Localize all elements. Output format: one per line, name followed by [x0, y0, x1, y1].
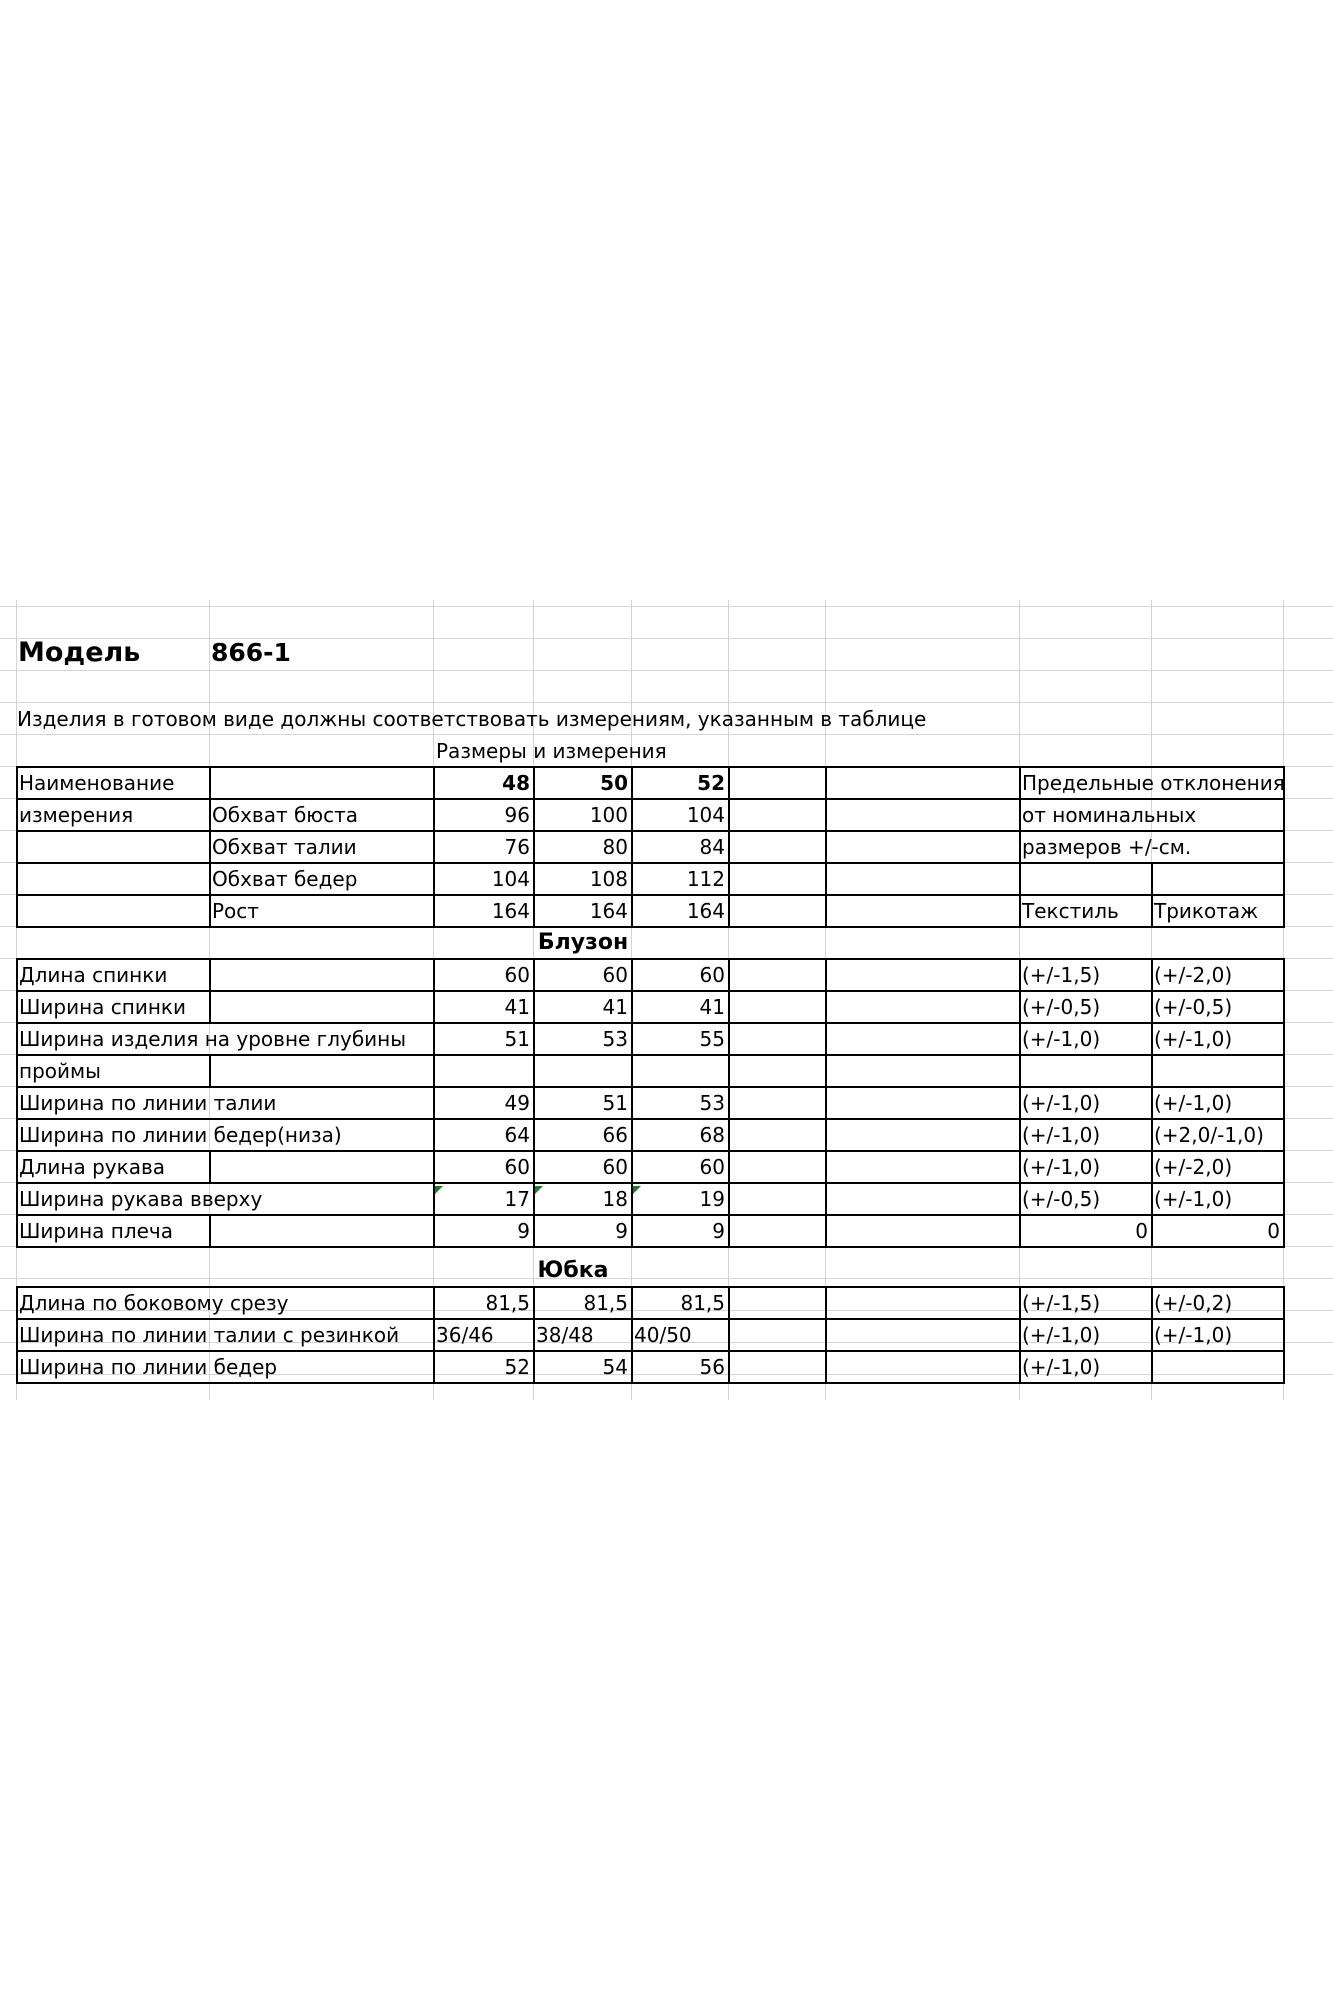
row-value: 60: [504, 963, 530, 987]
knitwear-tolerance: (+/-2,0): [1154, 963, 1233, 987]
row-value: 55: [699, 1027, 725, 1051]
row-value: 51: [602, 1091, 628, 1115]
row-value: 53: [602, 1027, 628, 1051]
textile-tolerance: (+/-0,5): [1022, 1187, 1101, 1211]
row-value: 36/46: [436, 1323, 494, 1347]
knitwear-tolerance: [1151, 1350, 1283, 1382]
row-label: Ширина рукава вверху: [19, 1187, 263, 1211]
gridline-h: [0, 1278, 1333, 1279]
measurement-value: 84: [699, 835, 725, 859]
tolerance-line3: размеров +/-см.: [1022, 835, 1192, 859]
border-v: [728, 958, 730, 1248]
row-label: Длина рукава: [19, 1155, 166, 1179]
row-value: 60: [699, 1155, 725, 1179]
model-number: 866-1: [211, 638, 291, 667]
border-v: [825, 1286, 827, 1384]
row-value: 41: [699, 995, 725, 1019]
row-value: 19: [699, 1187, 725, 1211]
row-label: Ширина по линии бедер(низа): [19, 1123, 342, 1147]
textile-tolerance: (+/-1,5): [1022, 963, 1101, 987]
border-v: [209, 1214, 211, 1248]
size-52: 52: [697, 771, 725, 795]
textile-tolerance: (+/-1,0): [1022, 1355, 1101, 1379]
row-label: Ширина плеча: [19, 1219, 174, 1243]
note-text: Изделия в готовом виде должны соответствовать измерениям, указанным в таблице: [17, 707, 927, 731]
measurement-label: Обхват талии: [212, 835, 357, 859]
row-value: 81,5: [583, 1291, 628, 1315]
row-value: 49: [504, 1091, 530, 1115]
row-value: 81,5: [680, 1291, 725, 1315]
row-value: 60: [602, 1155, 628, 1179]
border-v: [825, 766, 827, 928]
skirt-title: Юбка: [537, 1258, 609, 1283]
knitwear-tolerance: [1151, 1054, 1283, 1086]
textile-tolerance: [1019, 1054, 1151, 1086]
gridline-h: [0, 606, 1333, 607]
border-v: [728, 1286, 730, 1384]
measurement-value: 104: [686, 803, 725, 827]
measurement-value: 96: [504, 803, 530, 827]
measurement-value: 100: [589, 803, 628, 827]
textile-tolerance: (+/-1,0): [1022, 1155, 1101, 1179]
knitwear-tolerance: 0: [1267, 1219, 1280, 1243]
row-value: 56: [699, 1355, 725, 1379]
row-value: 40/50: [634, 1323, 692, 1347]
row-value: 66: [602, 1123, 628, 1147]
border-v: [728, 766, 730, 928]
header-name-line1: Наименование: [19, 771, 175, 795]
textile-tolerance: 0: [1135, 1219, 1148, 1243]
measurement-label: Рост: [212, 899, 259, 923]
knitwear-tolerance: (+/-1,0): [1154, 1323, 1233, 1347]
gridline-h: [0, 638, 1333, 639]
row-value: [533, 1054, 631, 1086]
row-value: 64: [504, 1123, 530, 1147]
row-value: 41: [504, 995, 530, 1019]
row-label: Ширина по линии бедер: [19, 1355, 278, 1379]
measurement-value: 164: [589, 899, 628, 923]
measurement-label: Обхват бедер: [212, 867, 358, 891]
row-label: Ширина по линии талии: [19, 1091, 277, 1115]
border-v: [209, 1054, 211, 1088]
measurement-value: 76: [504, 835, 530, 859]
row-value: 38/48: [536, 1323, 594, 1347]
textile-tolerance: (+/-1,0): [1022, 1091, 1101, 1115]
textile-tolerance: (+/-0,5): [1022, 995, 1101, 1019]
row-value: 18: [602, 1187, 628, 1211]
error-indicator-icon: [535, 1186, 543, 1194]
measurement-value: 112: [686, 867, 725, 891]
textile-tolerance: (+/-1,0): [1022, 1027, 1101, 1051]
size-50: 50: [600, 771, 628, 795]
textile-tolerance: (+/-1,5): [1022, 1291, 1101, 1315]
row-value: 60: [504, 1155, 530, 1179]
row-value: 9: [615, 1219, 628, 1243]
knitwear-tolerance: (+/-1,0): [1154, 1027, 1233, 1051]
measurement-value: 108: [589, 867, 628, 891]
row-value: 54: [602, 1355, 628, 1379]
sizes-caption: Размеры и измерения: [436, 739, 667, 763]
border-v: [209, 1150, 211, 1184]
border-v: [1283, 958, 1285, 1248]
gridline-h: [0, 670, 1333, 671]
row-value: 81,5: [485, 1291, 530, 1315]
error-indicator-icon: [633, 1186, 641, 1194]
row-value: 52: [504, 1355, 530, 1379]
border-v: [825, 958, 827, 1248]
knitwear-tolerance: (+/-0,5): [1154, 995, 1233, 1019]
row-label: проймы: [19, 1059, 101, 1083]
knitwear-tolerance: (+2,0/-1,0): [1154, 1123, 1264, 1147]
textile-tolerance: (+/-1,0): [1022, 1323, 1101, 1347]
row-value: 53: [699, 1091, 725, 1115]
row-value: 9: [517, 1219, 530, 1243]
textile-tolerance: (+/-1,0): [1022, 1123, 1101, 1147]
knitwear-tolerance: (+/-1,0): [1154, 1187, 1233, 1211]
knitwear-tolerance: (+/-0,2): [1154, 1291, 1233, 1315]
border-v: [209, 990, 211, 1024]
row-value: [433, 1054, 533, 1086]
measurement-value: 80: [602, 835, 628, 859]
measurement-value: 164: [491, 899, 530, 923]
row-value: 51: [504, 1027, 530, 1051]
error-indicator-icon: [435, 1186, 443, 1194]
row-value: 41: [602, 995, 628, 1019]
measurement-value: 104: [491, 867, 530, 891]
row-label: Длина по боковому срезу: [19, 1291, 289, 1315]
tolerance-line1: Предельные отклонения: [1022, 771, 1285, 795]
row-value: [631, 1054, 728, 1086]
row-value: 60: [699, 963, 725, 987]
size-48: 48: [502, 771, 530, 795]
border-h: [16, 1246, 1285, 1248]
border-h: [16, 926, 1285, 928]
measurement-label: Обхват бюста: [212, 803, 359, 827]
tolerance-line2: от номинальных: [1022, 803, 1197, 827]
textile-header: Текстиль: [1022, 899, 1119, 923]
measurement-value: 164: [686, 899, 725, 923]
model-label: Модель: [18, 637, 141, 668]
row-label: Ширина изделия на уровне глубины: [19, 1027, 407, 1051]
row-label: Длина спинки: [19, 963, 168, 987]
knitwear-tolerance: (+/-2,0): [1154, 1155, 1233, 1179]
border-v: [1283, 1286, 1285, 1384]
row-value: 60: [602, 963, 628, 987]
border-v: [209, 958, 211, 992]
border-h: [16, 1382, 1285, 1384]
row-value: 9: [712, 1219, 725, 1243]
blouson-title: Блузон: [537, 930, 629, 955]
knitwear-tolerance: (+/-1,0): [1154, 1091, 1233, 1115]
row-label: Ширина по линии талии с резинкой: [19, 1323, 400, 1347]
row-value: 68: [699, 1123, 725, 1147]
row-value: 17: [504, 1187, 530, 1211]
row-label: Ширина спинки: [19, 995, 186, 1019]
knitwear-header: Трикотаж: [1154, 899, 1259, 923]
header-name-line2: измерения: [19, 803, 134, 827]
